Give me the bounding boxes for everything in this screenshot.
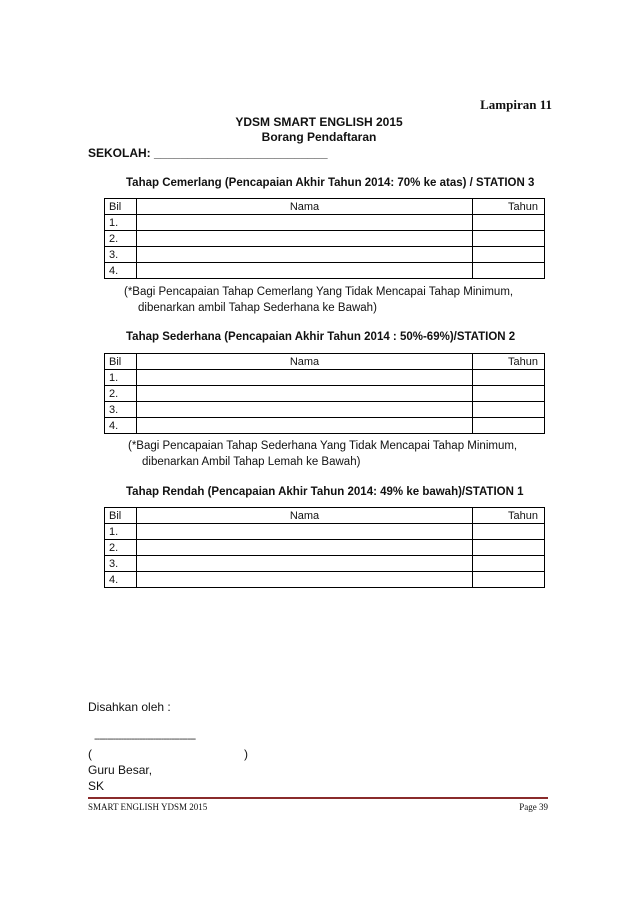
section-title-rendah: Tahap Rendah (Pencapaian Akhir Tahun 2014: 49% ke bawah)/STATION 1	[126, 486, 524, 498]
table-row	[105, 524, 545, 540]
row-number: 2.	[105, 386, 137, 402]
table-row	[105, 418, 545, 434]
col-header-tahun: Tahun	[473, 199, 545, 215]
note-line: dibenarkan ambil Tahap Sederhana ke Bawah)	[138, 302, 377, 314]
footer-title: SMART ENGLISH YDSM 2015	[88, 802, 208, 812]
table-header-row	[105, 199, 545, 215]
nama-cell[interactable]	[137, 370, 473, 386]
table-row	[105, 263, 545, 279]
tahun-cell[interactable]	[473, 231, 545, 247]
tahun-cell[interactable]	[473, 524, 545, 540]
row-number: 1.	[105, 215, 137, 231]
table-row	[105, 231, 545, 247]
approved-by-label: Disahkan oleh :	[88, 700, 171, 714]
row-number: 2.	[105, 540, 137, 556]
row-number: 3.	[105, 402, 137, 418]
note-sederhana	[128, 438, 517, 470]
signature-line: --------------------------------------	[94, 733, 196, 745]
table-header-row	[105, 508, 545, 524]
row-number: 2.	[105, 231, 137, 247]
tahun-cell[interactable]	[473, 263, 545, 279]
nama-cell[interactable]	[137, 215, 473, 231]
row-number: 3.	[105, 556, 137, 572]
table-row	[105, 572, 545, 588]
section-title-sederhana: Tahap Sederhana (Pencapaian Akhir Tahun 2014 : 50%-69%)/STATION 2	[126, 331, 516, 343]
row-number: 1.	[105, 370, 137, 386]
tahun-cell[interactable]	[473, 386, 545, 402]
note-line: (*Bagi Pencapaian Tahap Cemerlang Yang Tidak Mencapai Tahap Minimum,	[124, 286, 514, 298]
appendix-label: Lampiran 11	[480, 97, 552, 112]
tahun-cell[interactable]	[473, 247, 545, 263]
col-header-bil: Bil	[105, 354, 137, 370]
registration-table-sederhana	[104, 353, 545, 434]
page-number: Page 39	[519, 802, 548, 812]
row-number: 4.	[105, 572, 137, 588]
nama-cell[interactable]	[137, 418, 473, 434]
document-subtitle: Borang Pendaftaran	[261, 130, 377, 144]
section-title-cemerlang: Tahap Cemerlang (Pencapaian Akhir Tahun 2014: 70% ke atas) / STATION 3	[126, 177, 535, 189]
col-header-tahun: Tahun	[473, 354, 545, 370]
registration-table-rendah	[104, 507, 545, 588]
table-row	[105, 370, 545, 386]
note-line: (*Bagi Pencapaian Tahap Sederhana Yang Tidak Mencapai Tahap Minimum,	[128, 440, 518, 452]
table-row	[105, 247, 545, 263]
tahun-cell[interactable]	[473, 572, 545, 588]
tahun-cell[interactable]	[473, 402, 545, 418]
tahun-cell[interactable]	[473, 556, 545, 572]
table-row	[105, 402, 545, 418]
nama-cell[interactable]	[137, 231, 473, 247]
note-cemerlang	[124, 284, 513, 316]
footer-divider	[88, 797, 548, 799]
paren-close: )	[244, 747, 248, 761]
nama-cell[interactable]	[137, 386, 473, 402]
row-number: 4.	[105, 263, 137, 279]
row-number: 1.	[105, 524, 137, 540]
paren-open: (	[88, 747, 92, 761]
nama-cell[interactable]	[137, 402, 473, 418]
col-header-bil: Bil	[105, 508, 137, 524]
table-row	[105, 556, 545, 572]
table-header-row	[105, 354, 545, 370]
table-row	[105, 540, 545, 556]
table-row	[105, 215, 545, 231]
nama-cell[interactable]	[137, 263, 473, 279]
col-header-tahun: Tahun	[473, 508, 545, 524]
nama-cell[interactable]	[137, 572, 473, 588]
row-number: 3.	[105, 247, 137, 263]
note-line: dibenarkan Ambil Tahap Lemah ke Bawah)	[142, 456, 361, 468]
signatory-name-field	[88, 747, 248, 761]
document-title: YDSM SMART ENGLISH 2015	[235, 115, 403, 129]
registration-table-cemerlang	[104, 198, 545, 279]
col-header-nama: Nama	[137, 508, 473, 524]
tahun-cell[interactable]	[473, 418, 545, 434]
tahun-cell[interactable]	[473, 370, 545, 386]
col-header-nama: Nama	[137, 199, 473, 215]
signatory-school: SK	[88, 779, 105, 793]
signatory-role: Guru Besar,	[88, 763, 153, 777]
school-field: SEKOLAH: __________________________	[88, 146, 328, 160]
nama-cell[interactable]	[137, 556, 473, 572]
row-number: 4.	[105, 418, 137, 434]
col-header-nama: Nama	[137, 354, 473, 370]
tahun-cell[interactable]	[473, 215, 545, 231]
nama-cell[interactable]	[137, 247, 473, 263]
tahun-cell[interactable]	[473, 540, 545, 556]
col-header-bil: Bil	[105, 199, 137, 215]
nama-cell[interactable]	[137, 524, 473, 540]
table-row	[105, 386, 545, 402]
nama-cell[interactable]	[137, 540, 473, 556]
